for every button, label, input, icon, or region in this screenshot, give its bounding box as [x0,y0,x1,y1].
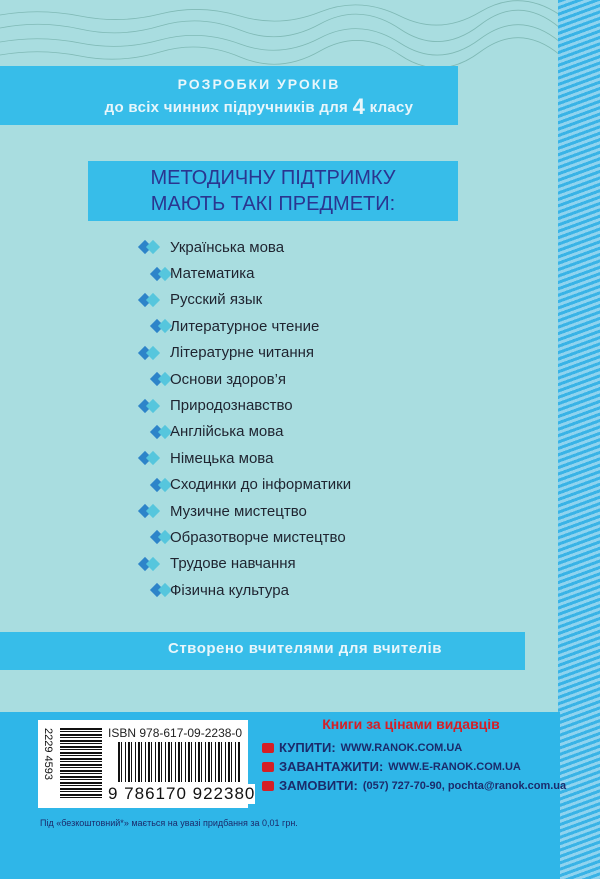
header-line1: РОЗРОБКИ УРОКІВ [177,76,341,92]
download-icon [262,762,274,772]
diamond-bullet-icon [140,241,162,253]
subject-label: Основи здоров’я [170,370,287,388]
isbn: ISBN 978-617-09-2238-0 [108,726,243,740]
subject-label: Трудове навчання [170,555,296,573]
order-icon [262,781,274,791]
shop-row-order [262,776,600,795]
bottom-panel [0,712,567,879]
subject-label: Музичне мистецтво [170,502,307,520]
row-label: КУПИТИ: [279,740,336,755]
subject-label: Литературное чтение [170,317,320,335]
barcode-side-number: 2229 4593 [42,728,54,780]
diamond-bullet-icon [140,505,162,517]
shop-title: Книги за цінами видавців [322,716,500,732]
subject-label: Природознавство [170,397,293,415]
subject-label: Німецька мова [170,449,274,467]
header-line2-suffix: класу [369,99,414,116]
download-link[interactable]: WWW.E-RANOK.COM.UA [388,760,521,773]
diamond-bullet-icon [140,347,162,359]
subjects-title-band [88,161,458,221]
grade-number: 4 [352,94,366,119]
shop-info [262,716,600,795]
subject-label: Математика [170,265,255,283]
subjects-title-line1: МЕТОДИЧНУ ПІДТРИМКУ [150,167,396,189]
barcode-side-bars [60,728,102,800]
subject-label: Русский язык [170,291,263,309]
ean-number: 9 786170 922380 [108,784,256,803]
subject-label: Українська мова [170,238,285,256]
subject-label: Сходинки до інформатики [170,476,352,494]
slogan-band [0,632,525,670]
barcode [38,720,256,808]
shop-row-download [262,757,600,776]
subject-label: Літературне читання [170,344,315,362]
footnote: Під «безкоштовний*» мається на увазі придбання за 0,01 грн. [40,818,298,828]
buy-link[interactable]: WWW.RANOK.COM.UA [340,741,463,754]
order-contact[interactable]: (057) 727-70-90, pochta@ranok.com.ua [362,779,567,792]
shop-row-buy [262,738,600,757]
diamond-bullet-icon [140,294,162,306]
diamond-bullet-icon [140,558,162,570]
header-line2-text: до всіх чинних підручників для [104,99,349,116]
wave-pattern [0,0,560,66]
row-label: ЗАВАНТАЖИТИ: [279,759,384,774]
slogan: Створено вчителями для вчителів [168,640,442,657]
subject-label: Фізична культура [170,581,289,599]
diamond-bullet-icon [140,400,162,412]
subject-label: Англійська мова [170,423,284,441]
header-band [0,66,458,125]
barcode-bars [118,742,240,782]
row-label: ЗАМОВИТИ: [279,778,358,793]
subjects-title-line2: МАЮТЬ ТАКІ ПРЕДМЕТИ: [150,193,396,215]
subject-label: Образотворче мистецтво [170,528,346,546]
header-line2 [0,94,458,120]
diamond-bullet-icon [140,452,162,464]
cart-icon [262,743,274,753]
